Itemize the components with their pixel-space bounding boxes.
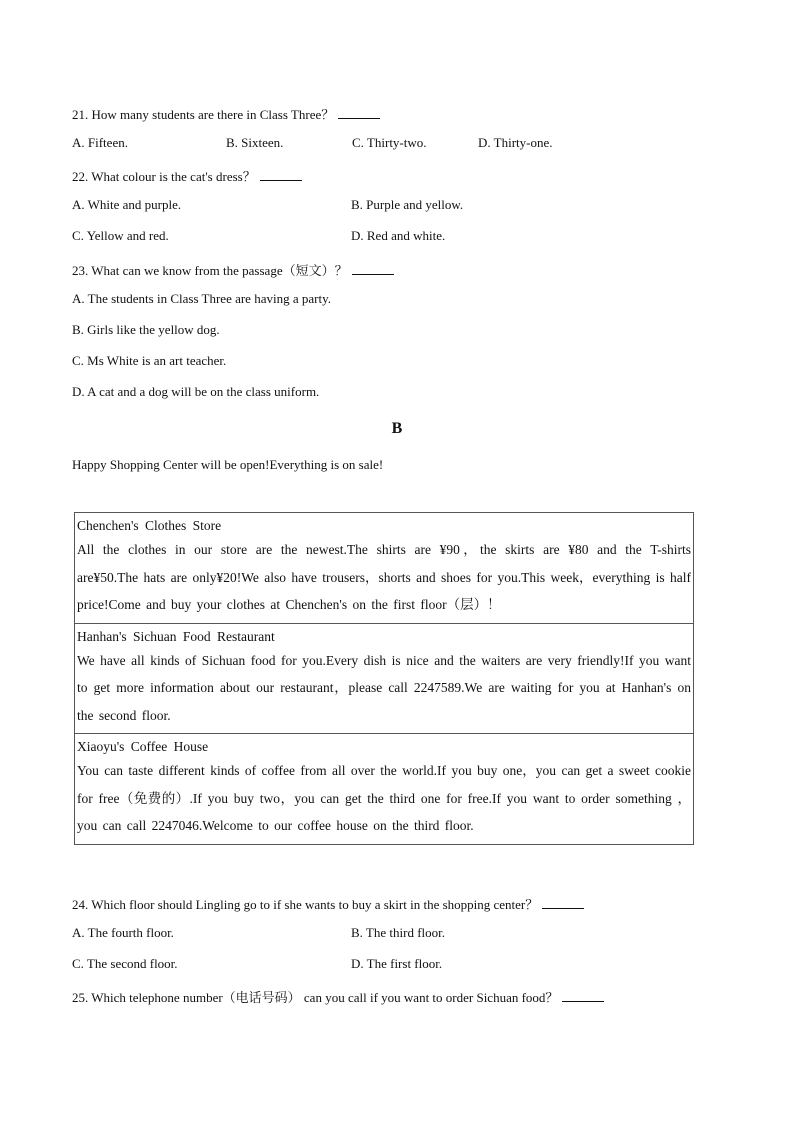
- ad-coffee-house: [75, 734, 693, 844]
- section-intro: Happy Shopping Center will be open!Everything is on sale!: [72, 457, 384, 472]
- option-a[interactable]: A. White and purple.: [72, 197, 182, 212]
- question-stem: 24. Which floor should Lingling go to if she wants to buy a skirt in the shopping center？: [72, 897, 539, 912]
- answer-blank[interactable]: [352, 262, 394, 275]
- question-stem: 23. What can we know from the passage（短文）？: [72, 263, 348, 278]
- ad-restaurant: [75, 624, 693, 735]
- option-c[interactable]: C. Yellow and red.: [72, 228, 169, 243]
- option-c[interactable]: C. Thirty-two.: [352, 135, 427, 150]
- ad-body: We have all kinds of Sichuan food for you.Every dish is nice and the waiters are very friendly!If you want to get more information about our restaurant，please call 2247589.We are waiting for you at Hanhan's on the second floor.: [77, 652, 691, 723]
- option-d[interactable]: D. The first floor.: [351, 956, 443, 971]
- ad-body: All the clothes in our store are the newest.The shirts are ¥90，the skirts are ¥80 and the T-shirts are¥50.The hats are only¥20!We also have trousers，shorts and shoes for you.This week，everything is half price!Come and buy your clothes at Chenchen's on the first floor（层）！: [77, 542, 691, 612]
- option-c[interactable]: C. Ms White is an art teacher.: [72, 353, 227, 368]
- option-b[interactable]: B. Purple and yellow.: [351, 197, 464, 212]
- option-d[interactable]: D. Thirty-one.: [478, 135, 553, 150]
- answer-blank[interactable]: [542, 896, 584, 909]
- question-22: [72, 166, 302, 185]
- question-23: [72, 260, 394, 279]
- ad-body: You can taste different kinds of coffee from all over the world.If you buy one，you can get a sweet cookie for free（免费的）.If you buy two，you can get the third one for free.If you want to order something ，you can call 2247046.Welcome to our coffee house on the third floor.: [77, 763, 691, 833]
- answer-blank[interactable]: [562, 989, 604, 1002]
- option-b[interactable]: B. The third floor.: [351, 925, 446, 940]
- section-heading: B: [391, 420, 403, 437]
- option-d[interactable]: D. A cat and a dog will be on the class uniform.: [72, 384, 320, 399]
- question-21: [72, 104, 380, 123]
- answer-blank[interactable]: [260, 168, 302, 181]
- question-stem: 21. How many students are there in Class Three？: [72, 107, 335, 122]
- option-b[interactable]: B. Sixteen.: [226, 135, 284, 150]
- question-stem: 22. What colour is the cat's dress？: [72, 169, 256, 184]
- question-stem: 25. Which telephone number（电话号码） can you call if you want to order Sichuan food？: [72, 990, 559, 1005]
- option-d[interactable]: D. Red and white.: [351, 228, 446, 243]
- answer-blank[interactable]: [338, 106, 380, 119]
- ad-title: Xiaoyu's Coffee House: [77, 739, 209, 754]
- option-c[interactable]: C. The second floor.: [72, 956, 178, 971]
- ad-table: [74, 512, 694, 845]
- ad-clothes-store: [75, 513, 693, 624]
- option-a[interactable]: A. Fifteen.: [72, 135, 128, 150]
- question-25: [72, 987, 604, 1006]
- option-a[interactable]: A. The students in Class Three are having a party.: [72, 291, 331, 306]
- ad-title: Hanhan's Sichuan Food Restaurant: [77, 628, 275, 644]
- option-b[interactable]: B. Girls like the yellow dog.: [72, 322, 220, 337]
- question-24: [72, 894, 584, 913]
- ad-title: Chenchen's Clothes Store: [77, 518, 222, 533]
- option-a[interactable]: A. The fourth floor.: [72, 925, 174, 940]
